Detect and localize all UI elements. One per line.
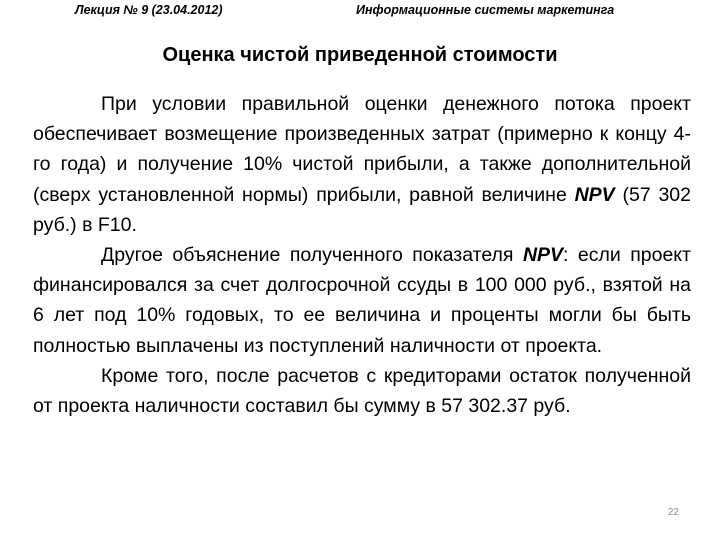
header-course: Информационные системы маркетинга bbox=[356, 3, 615, 17]
paragraph-1-text-a: При условии правильной оценки денежного потока проект обеспечивает возмещение произведенных затрат (примерно к концу 4-го года) и получение 10% чистой прибыли, а также дополнительной (сверх установленной нормы) прибыли, равной величине bbox=[33, 93, 691, 206]
npv-term: NPV bbox=[522, 244, 564, 267]
paragraph-2-text-a: Другое объяснение полученного показателя bbox=[101, 244, 523, 267]
paragraph-1 bbox=[33, 89, 691, 240]
paragraph-3-text: Кроме того, после расчетов с кредиторами остаток полученной от проекта наличности составил бы сумму в 57 302.37 руб. bbox=[33, 364, 691, 418]
header-lecture: Лекция № 9 (23.04.2012) bbox=[75, 3, 223, 17]
npv-term: NPV bbox=[574, 183, 615, 206]
paragraph-1-text-b: (57 302 руб.) в F10. bbox=[33, 183, 691, 236]
paragraph-2-text-b: : если проект финансировался за счет долгосрочной ссуды в 100 000 руб., взятой на 6 лет под 10% годовых, то ее величина и проценты могли бы быть полностью выплачены из поступлений наличности от проекта. bbox=[33, 244, 691, 357]
page-number: 22 bbox=[667, 507, 679, 518]
page-title: Оценка чистой приведенной стоимости bbox=[162, 44, 558, 66]
body-text bbox=[33, 89, 691, 421]
paragraph-3 bbox=[33, 361, 691, 421]
paragraph-2 bbox=[33, 240, 691, 361]
